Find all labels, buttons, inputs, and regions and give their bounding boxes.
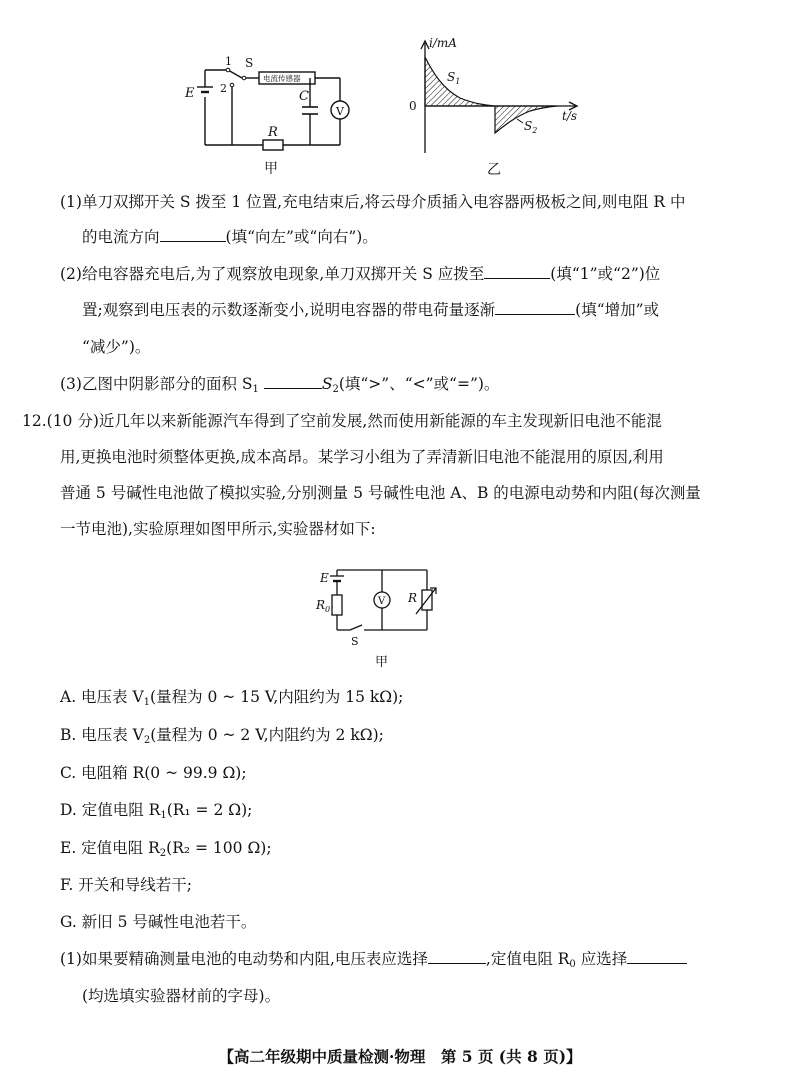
fig12-switch-label: S (351, 635, 359, 648)
resistor-label: R (268, 125, 278, 140)
q12-intro-line1: 12.(10 分)近几年以来新能源汽车得到了空前发展,然而使用新能源的车主发现新旧电池不能混 (22, 412, 662, 430)
q11-part2-line2: 置;观察到电压表的示数逐渐变小,说明电容器的带电荷量逐渐 (填“增加”或 (82, 301, 660, 319)
emf-measurement-circuit (312, 562, 442, 672)
equipment-item-a: A. 电压表 $V_1$(量程为 0 ~ 15 V,内阻约为 15 kΩ); (60, 688, 404, 708)
equipment-item-f: F. 开关和导线若干; (60, 876, 192, 894)
answer-blank[interactable] (428, 949, 486, 964)
q12-intro-line4: 一节电池),实验原理如图甲所示,实验器材如下: (60, 520, 376, 538)
circuit-figure-label: 甲 (264, 161, 278, 177)
graph-s1-label: $S_1$ (447, 70, 461, 86)
q12-intro-line2: 用,更换电池时须整体更换,成本高昂。某学习小组为了弄清新旧电池不能混用的原因,利用 (60, 448, 664, 466)
equipment-item-c: C. 电阻箱 R(0 ~ 99.9 Ω); (60, 764, 247, 782)
graph-y-axis-label: i/mA (429, 36, 457, 50)
fig12-figure-label: 甲 (375, 655, 389, 670)
q11-part3-line: (3)乙图中阴影部分的面积 $S_1$ $S_2$(填“>”、“<”或“=”)。 (60, 375, 500, 395)
fig12-r0-label: $R_0$ (316, 598, 331, 614)
switch-pos1-label: 1 (225, 55, 232, 68)
fig12-voltmeter-label: V (378, 596, 386, 607)
page-footer: 【高二年级期中质量检测·物理 第 5 页 (共 8 页)】 (218, 1047, 582, 1066)
answer-blank[interactable] (627, 949, 687, 964)
graph-figure-label: 乙 (487, 162, 501, 178)
emf-label: E (185, 86, 195, 101)
equipment-item-b: B. 电压表 $V_2$(量程为 0 ~ 2 V,内阻约为 2 kΩ); (60, 726, 384, 746)
q11-part2-line1: (2)给电容器充电后,为了观察放电现象,单刀双掷开关 S 应拨至 (填“1”或“2”)位 (60, 265, 661, 283)
switch-pos2-label: 2 (220, 82, 227, 95)
switch-label: S (245, 56, 254, 70)
q12-part1-line2: (均选填实验器材前的字母)。 (82, 987, 281, 1005)
answer-blank[interactable] (495, 300, 575, 315)
q11-part2-line3: “减少”)。 (82, 338, 151, 356)
answer-blank[interactable] (160, 227, 226, 242)
q11-part1-line1: (1)单刀双掷开关 S 拨至 1 位置,充电结束后,将云母介质插入电容器两极板之间,则电阻 R 中 (60, 193, 686, 211)
fig12-emf-label: E (320, 571, 329, 585)
answer-blank[interactable] (484, 264, 550, 279)
equipment-item-d: D. 定值电阻 $R_1(R_1 = 2$ Ω); (60, 801, 253, 821)
answer-blank[interactable] (264, 374, 322, 389)
sensor-label: 电流传感器 (263, 74, 301, 83)
graph-s2-label: $S_2$ (524, 119, 538, 135)
capacitor-label: C (299, 89, 309, 104)
equipment-item-g: G. 新旧 5 号碱性电池若干。 (60, 913, 257, 931)
graph-origin-label: 0 (409, 99, 417, 113)
q12-part1-line1: (1)如果要精确测量电池的电动势和内阻,电压表应选择 ,定值电阻 $R_0$ 应选择 (60, 948, 687, 976)
voltmeter-label: V (336, 105, 344, 118)
q12-intro-line3: 普通 5 号碱性电池做了模拟实验,分别测量 5 号碱性电池 A、B 的电源电动势和内阻(每次测量 (60, 484, 701, 502)
graph-x-axis-label: t/s (562, 109, 578, 123)
fig12-rheostat-label: R (408, 591, 418, 605)
current-time-graph (405, 35, 590, 180)
capacitor-circuit-diagram (180, 45, 360, 180)
equipment-item-e: E. 定值电阻 $R_2(R_2 = 100$ Ω); (60, 839, 272, 859)
q11-part1-line2: 的电流方向 (填“向左”或“向右”)。 (82, 228, 378, 246)
